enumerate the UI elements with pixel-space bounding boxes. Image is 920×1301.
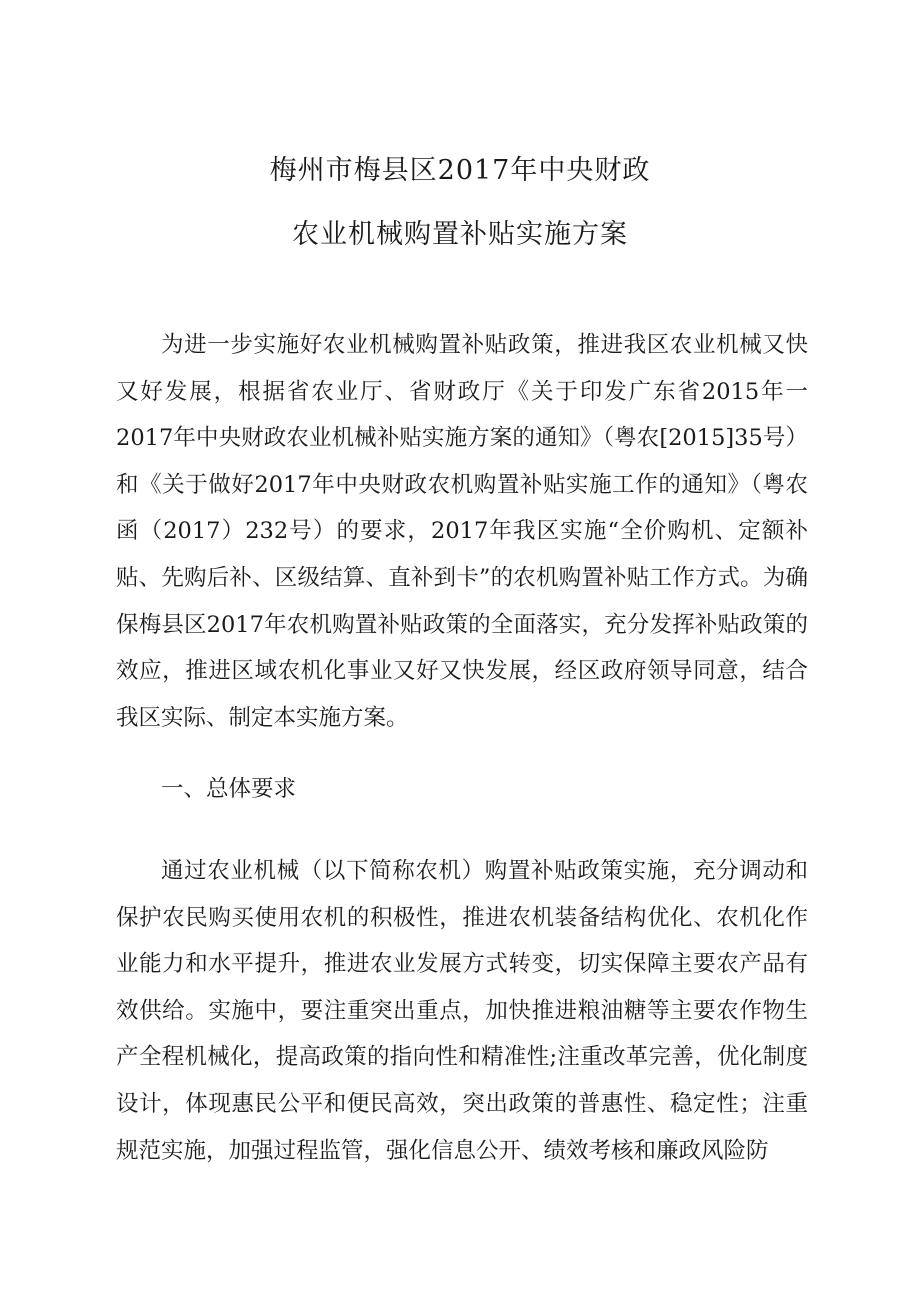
section-paragraph-general-requirements: 通过农业机械（以下简称农机）购置补贴政策实施，充分调动和保护农民购买使用农机的积极性，推进农机装备结构优化、农机化作业能力和水平提升，推进农业发展方式转变，切实保障主要农产品有效供给。实施中，要注重突出重点，加快推进粮油糖等主要农作物生产全程机械化，提高政策的指向性和精准性;注重改革完善，优化制度设计，体现惠民公平和便民高效，突出政策的普惠性、稳定性；注重规范实施，加强过程监管，强化信息公开、绩效考核和廉政风险防: [116, 858, 808, 1164]
section-heading-general-requirements: 一、总体要求: [161, 776, 297, 802]
document-title-line-2: 农业机械购置补贴实施方案: [292, 219, 628, 250]
document-title-line-1: 梅州市梅县区2017年中央财政: [269, 155, 651, 186]
intro-paragraph: 为进一步实施好农业机械购置补贴政策，推进我区农业机械又快又好发展，根据省农业厅、省财政厅《关于印发广东省2015年一2017年中央财政农业机械补贴实施方案的通知》（粤农[2015]35号）和《关于做好2017年中央财政农机购置补贴实施工作的通知》（粤农函（2017）232号）的要求，2017年我区实施“全价购机、定额补贴、先购后补、区级结算、直补到卡”的农机购置补贴工作方式。为确保梅县区2017年农机购置补贴政策的全面落实，充分发挥补贴政策的效应，推进区域农机化事业又好又快发展，经区政府领导同意，结合我区实际、制定本实施方案。: [116, 332, 808, 731]
